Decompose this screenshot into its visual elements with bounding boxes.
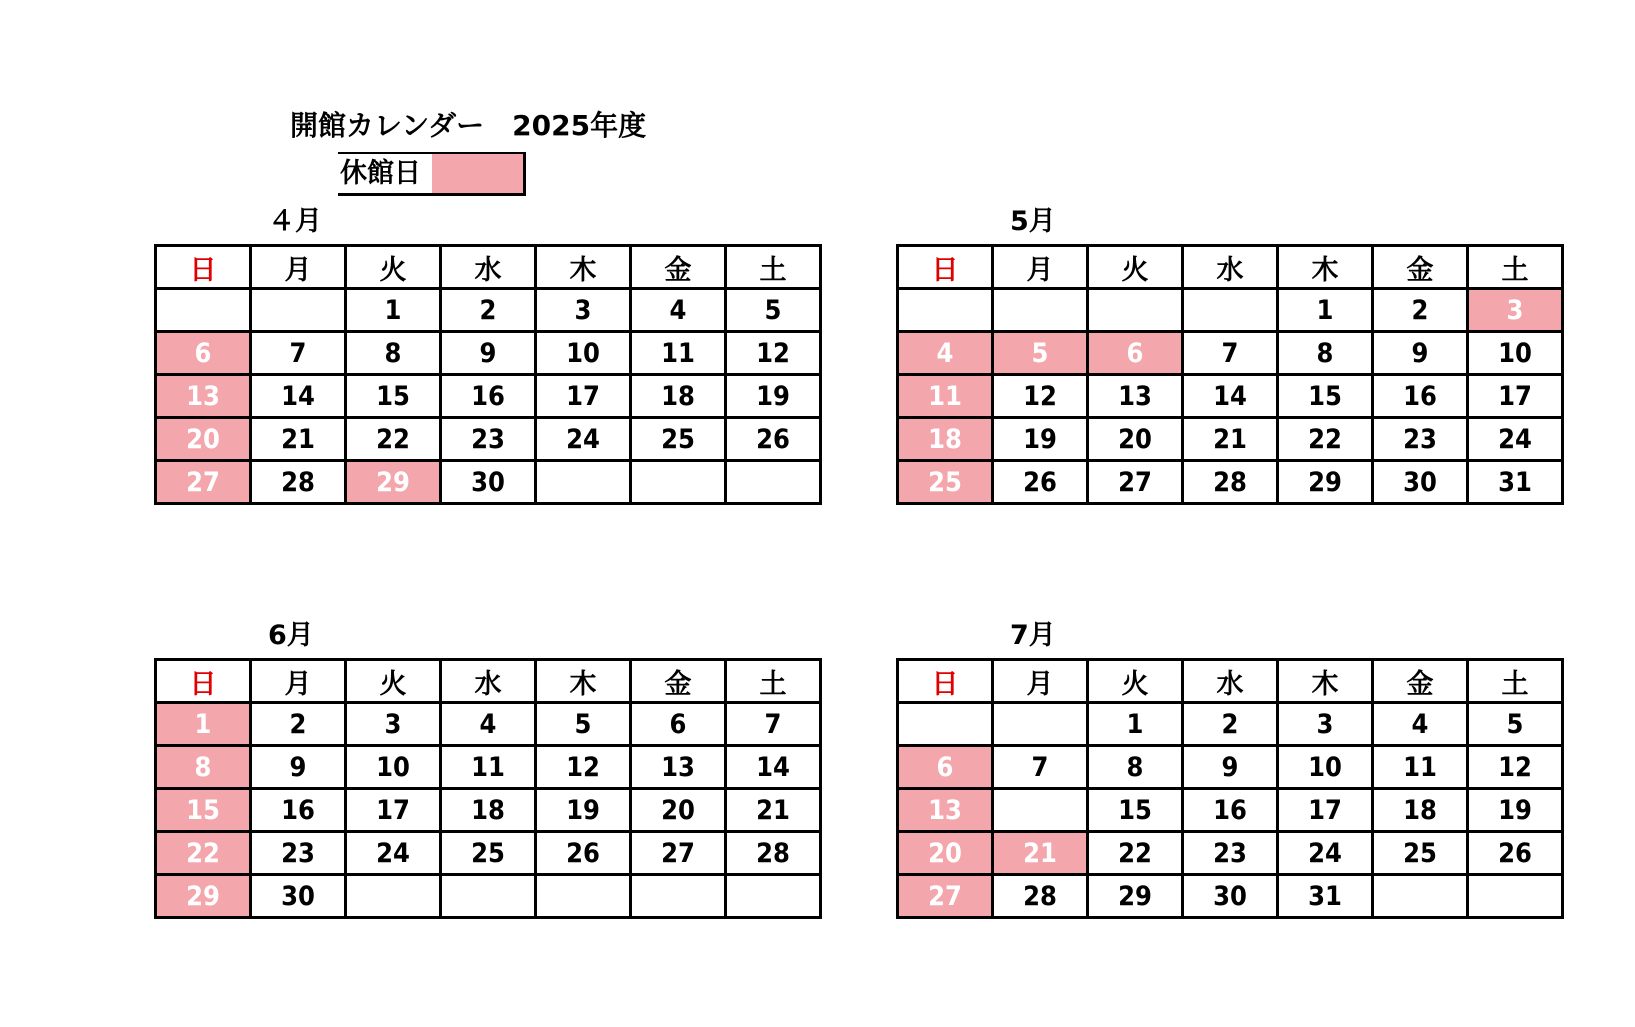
weekday-header: 日	[156, 246, 251, 289]
weekday-header: 月	[993, 246, 1088, 289]
day-cell: 4	[1373, 703, 1468, 746]
day-cell-closed: 27	[898, 875, 993, 918]
day-cell: 16	[251, 789, 346, 832]
day-cell-empty	[898, 703, 993, 746]
weekday-header: 月	[251, 660, 346, 703]
weekday-header: 土	[1468, 246, 1563, 289]
day-cell: 12	[726, 332, 821, 375]
day-cell: 5	[536, 703, 631, 746]
day-cell: 19	[1468, 789, 1563, 832]
day-cell: 12	[1468, 746, 1563, 789]
month-label-april: ４月	[268, 206, 322, 237]
day-cell-closed: 25	[898, 461, 993, 504]
day-cell: 15	[346, 375, 441, 418]
day-cell: 10	[1468, 332, 1563, 375]
day-cell-closed: 4	[898, 332, 993, 375]
day-cell: 14	[251, 375, 346, 418]
weekday-header-row	[156, 246, 821, 289]
day-cell: 14	[1183, 375, 1278, 418]
day-cell: 31	[1278, 875, 1373, 918]
day-cell: 21	[1183, 418, 1278, 461]
week-row	[156, 332, 821, 375]
weekday-header-row	[156, 660, 821, 703]
day-cell-closed: 13	[156, 375, 251, 418]
week-row	[898, 746, 1563, 789]
day-cell: 10	[1278, 746, 1373, 789]
day-cell: 2	[1183, 703, 1278, 746]
day-cell: 16	[1183, 789, 1278, 832]
day-cell: 11	[1373, 746, 1468, 789]
day-cell-empty	[1373, 875, 1468, 918]
day-cell-empty	[1088, 289, 1183, 332]
week-row	[156, 875, 821, 918]
weekday-header-row	[898, 660, 1563, 703]
weekday-header: 水	[1183, 246, 1278, 289]
day-cell: 7	[251, 332, 346, 375]
day-cell: 24	[1278, 832, 1373, 875]
day-cell: 20	[1088, 418, 1183, 461]
day-cell: 9	[251, 746, 346, 789]
calendar-may	[896, 244, 1564, 505]
day-cell-closed: 13	[898, 789, 993, 832]
legend	[338, 152, 526, 196]
day-cell: 1	[1088, 703, 1183, 746]
day-cell-empty	[726, 875, 821, 918]
weekday-header: 月	[251, 246, 346, 289]
weekday-header: 日	[156, 660, 251, 703]
legend-label: 休館日	[340, 157, 421, 189]
day-cell: 21	[726, 789, 821, 832]
day-cell: 10	[346, 746, 441, 789]
day-cell: 1	[346, 289, 441, 332]
month-label-may: 5月	[1010, 206, 1056, 237]
day-cell: 27	[1088, 461, 1183, 504]
day-cell: 30	[251, 875, 346, 918]
day-cell-closed: 20	[898, 832, 993, 875]
week-row	[156, 832, 821, 875]
day-cell-closed: 22	[156, 832, 251, 875]
day-cell: 12	[993, 375, 1088, 418]
weekday-header: 金	[631, 246, 726, 289]
day-cell: 24	[1468, 418, 1563, 461]
weekday-header: 土	[1468, 660, 1563, 703]
day-cell: 2	[251, 703, 346, 746]
day-cell: 3	[536, 289, 631, 332]
day-cell-closed: 21	[993, 832, 1088, 875]
day-cell: 20	[631, 789, 726, 832]
page-title: 開館カレンダー 2025年度	[290, 109, 647, 142]
day-cell: 29	[1278, 461, 1373, 504]
day-cell-empty	[631, 875, 726, 918]
week-row	[898, 289, 1563, 332]
day-cell: 8	[346, 332, 441, 375]
day-cell: 30	[1373, 461, 1468, 504]
day-cell: 5	[1468, 703, 1563, 746]
calendar-june	[154, 658, 822, 919]
day-cell: 4	[631, 289, 726, 332]
day-cell-closed: 6	[898, 746, 993, 789]
day-cell: 31	[1468, 461, 1563, 504]
day-cell: 22	[346, 418, 441, 461]
day-cell: 13	[1088, 375, 1183, 418]
day-cell: 8	[1088, 746, 1183, 789]
month-label-june: 6月	[268, 620, 314, 651]
day-cell-empty	[251, 289, 346, 332]
weekday-header-row	[898, 246, 1563, 289]
day-cell: 19	[993, 418, 1088, 461]
day-cell: 13	[631, 746, 726, 789]
day-cell-empty	[726, 461, 821, 504]
day-cell-empty	[993, 289, 1088, 332]
day-cell: 28	[251, 461, 346, 504]
day-cell: 7	[1183, 332, 1278, 375]
week-row	[898, 375, 1563, 418]
weekday-header: 火	[346, 246, 441, 289]
day-cell-empty	[536, 875, 631, 918]
week-row	[156, 375, 821, 418]
day-cell: 18	[631, 375, 726, 418]
day-cell: 19	[726, 375, 821, 418]
day-cell: 28	[726, 832, 821, 875]
calendar-april	[154, 244, 822, 505]
day-cell: 15	[1088, 789, 1183, 832]
day-cell: 8	[1278, 332, 1373, 375]
day-cell: 10	[536, 332, 631, 375]
day-cell-empty	[536, 461, 631, 504]
weekday-header: 水	[441, 660, 536, 703]
weekday-header: 金	[1373, 246, 1468, 289]
weekday-header: 木	[536, 660, 631, 703]
day-cell-closed: 18	[898, 418, 993, 461]
day-cell-closed: 11	[898, 375, 993, 418]
day-cell-empty	[898, 289, 993, 332]
day-cell: 16	[1373, 375, 1468, 418]
day-cell: 29	[1088, 875, 1183, 918]
day-cell-closed: 8	[156, 746, 251, 789]
weekday-header: 日	[898, 246, 993, 289]
day-cell: 24	[346, 832, 441, 875]
day-cell: 17	[346, 789, 441, 832]
day-cell-empty	[441, 875, 536, 918]
weekday-header: 土	[726, 660, 821, 703]
day-cell: 3	[346, 703, 441, 746]
day-cell: 12	[536, 746, 631, 789]
weekday-header: 木	[1278, 246, 1373, 289]
day-cell: 16	[441, 375, 536, 418]
weekday-header: 木	[1278, 660, 1373, 703]
day-cell-closed: 3	[1468, 289, 1563, 332]
weekday-header: 火	[1088, 246, 1183, 289]
weekday-header: 木	[536, 246, 631, 289]
week-row	[156, 703, 821, 746]
day-cell-closed: 29	[156, 875, 251, 918]
day-cell: 28	[993, 875, 1088, 918]
day-cell: 24	[536, 418, 631, 461]
day-cell: 2	[1373, 289, 1468, 332]
weekday-header: 金	[1373, 660, 1468, 703]
weekday-header: 金	[631, 660, 726, 703]
day-cell: 5	[726, 289, 821, 332]
week-row	[156, 789, 821, 832]
day-cell: 27	[631, 832, 726, 875]
day-cell: 6	[631, 703, 726, 746]
day-cell: 9	[1183, 746, 1278, 789]
month-label-july: 7月	[1010, 620, 1056, 651]
weekday-header: 水	[441, 246, 536, 289]
day-cell: 7	[726, 703, 821, 746]
calendar-july	[896, 658, 1564, 919]
day-cell: 23	[441, 418, 536, 461]
day-cell-empty	[631, 461, 726, 504]
day-cell: 23	[1183, 832, 1278, 875]
weekday-header: 水	[1183, 660, 1278, 703]
day-cell: 9	[441, 332, 536, 375]
day-cell: 26	[993, 461, 1088, 504]
day-cell: 26	[1468, 832, 1563, 875]
day-cell: 26	[536, 832, 631, 875]
day-cell-closed: 20	[156, 418, 251, 461]
day-cell: 28	[1183, 461, 1278, 504]
weekday-header: 火	[346, 660, 441, 703]
day-cell: 30	[1183, 875, 1278, 918]
day-cell: 30	[441, 461, 536, 504]
day-cell: 1	[1278, 289, 1373, 332]
day-cell-empty	[1468, 875, 1563, 918]
day-cell: 11	[631, 332, 726, 375]
day-cell: 26	[726, 418, 821, 461]
week-row	[898, 418, 1563, 461]
week-row	[898, 875, 1563, 918]
legend-swatch-closed	[432, 154, 523, 193]
day-cell-empty	[993, 789, 1088, 832]
day-cell-closed: 6	[1088, 332, 1183, 375]
week-row	[156, 461, 821, 504]
day-cell: 7	[993, 746, 1088, 789]
week-row	[156, 746, 821, 789]
day-cell: 17	[1278, 789, 1373, 832]
week-row	[156, 289, 821, 332]
day-cell: 21	[251, 418, 346, 461]
day-cell: 25	[1373, 832, 1468, 875]
day-cell: 23	[251, 832, 346, 875]
week-row	[898, 332, 1563, 375]
day-cell: 22	[1278, 418, 1373, 461]
day-cell: 18	[1373, 789, 1468, 832]
day-cell: 18	[441, 789, 536, 832]
day-cell: 11	[441, 746, 536, 789]
weekday-header: 土	[726, 246, 821, 289]
day-cell: 15	[1278, 375, 1373, 418]
day-cell-empty	[156, 289, 251, 332]
week-row	[898, 832, 1563, 875]
day-cell-empty	[993, 703, 1088, 746]
day-cell: 22	[1088, 832, 1183, 875]
day-cell: 2	[441, 289, 536, 332]
day-cell-closed: 1	[156, 703, 251, 746]
day-cell: 14	[726, 746, 821, 789]
week-row	[156, 418, 821, 461]
weekday-header: 月	[993, 660, 1088, 703]
day-cell-closed: 5	[993, 332, 1088, 375]
day-cell-empty	[1183, 289, 1278, 332]
weekday-header: 日	[898, 660, 993, 703]
day-cell-closed: 6	[156, 332, 251, 375]
day-cell: 23	[1373, 418, 1468, 461]
day-cell: 17	[1468, 375, 1563, 418]
day-cell: 3	[1278, 703, 1373, 746]
day-cell: 25	[441, 832, 536, 875]
day-cell: 9	[1373, 332, 1468, 375]
day-cell: 4	[441, 703, 536, 746]
week-row	[898, 461, 1563, 504]
day-cell: 17	[536, 375, 631, 418]
week-row	[898, 789, 1563, 832]
weekday-header: 火	[1088, 660, 1183, 703]
day-cell-closed: 27	[156, 461, 251, 504]
day-cell-closed: 15	[156, 789, 251, 832]
day-cell-closed: 29	[346, 461, 441, 504]
day-cell: 25	[631, 418, 726, 461]
day-cell-empty	[346, 875, 441, 918]
week-row	[898, 703, 1563, 746]
day-cell: 19	[536, 789, 631, 832]
